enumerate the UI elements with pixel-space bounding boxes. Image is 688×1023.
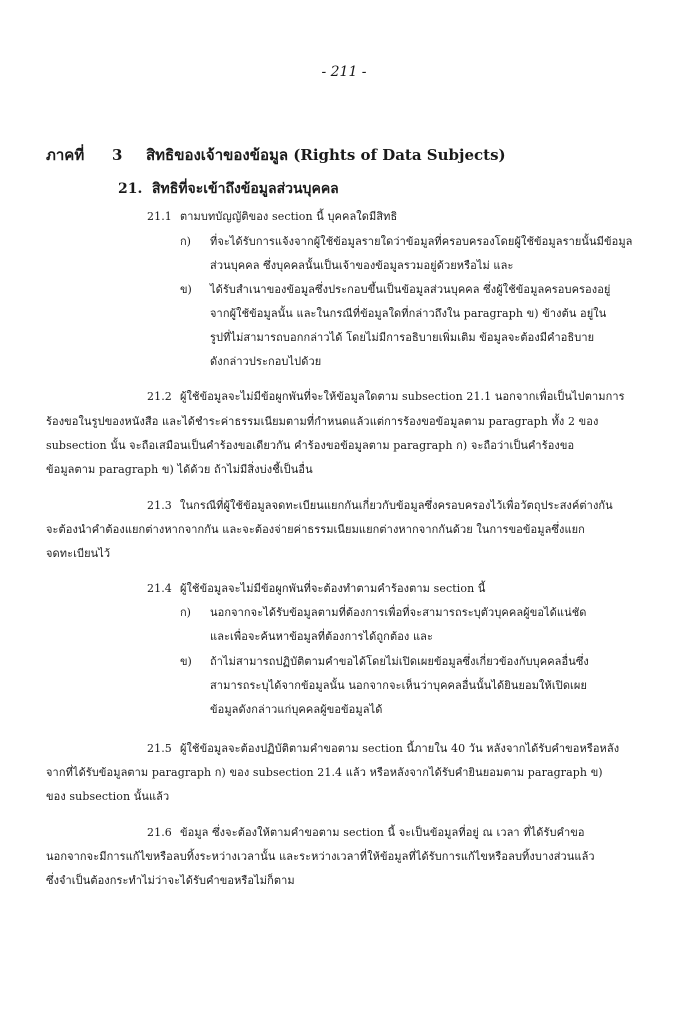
subsection-21-2-number: 21.2 — [147, 390, 172, 403]
item-label: ก) — [180, 606, 191, 619]
item-line: ข้อมูลดังกล่าวแก่บุคคลผู้ขอข้อมูลได้ — [210, 703, 383, 716]
subsection-21-3-number: 21.3 — [147, 499, 172, 512]
subsection-21-4-number: 21.4 — [147, 582, 172, 595]
subsection-21-6-number: 21.6 — [147, 826, 172, 839]
subsection-21-1-intro: ตามบทบัญญัติของ section นี้ บุคคลใดมีสิทธิ — [180, 210, 398, 223]
item-line: รูปที่ไม่สามารถบอกกล่าวได้ โดยไม่มีการอธิบายเพิ่มเติม ข้อมูลจะต้องมีคำอธิบาย — [210, 331, 595, 344]
item-line: ถ้าไม่สามารถปฏิบัติตามคำขอได้โดยไม่เปิดเผยข้อมูลซึ่งเกี่ยวข้องกับบุคคลอื่นซึ่ง — [210, 655, 589, 668]
section-title: สิทธิที่จะเข้าถึงข้อมูลส่วนบุคคล — [152, 181, 339, 197]
item-line: และเพื่อจะค้นหาข้อมูลที่ต้องการได้ถูกต้อง และ — [210, 630, 434, 643]
paragraph-line: ร้องขอในรูปของหนังสือ และได้ชำระค่าธรรมเนียมตามที่กำหนดแล้วแต่การร้องขอข้อมูลตาม paragraph ทั้ง 2 ของ — [46, 415, 599, 428]
paragraph-line: ซึ่งจำเป็นต้องกระทำไม่ว่าจะได้รับคำขอหรือไม่ก็ตาม — [46, 874, 295, 887]
subsection-21-1-number: 21.1 — [147, 210, 172, 223]
item-label: ข) — [180, 655, 192, 668]
paragraph-line: จะต้องนำคำต้องแยกต่างหากจากกัน และจะต้องจ่ายค่าธรรมเนียมแยกต่างหากจากกันด้วย ในการขอข้อมูลซึ่งแยก — [46, 523, 585, 536]
part-number: 3 — [112, 146, 123, 164]
paragraph-line: นอกจากจะมีการแก้ไขหรือลบทิ้งระหว่างเวลานั้น และระหว่างเวลาที่ให้ข้อมูลที่ได้รับการแก้ไขหรือลบทิ้งบางส่วนแล้ว — [46, 850, 595, 863]
paragraph-line: จากที่ได้รับข้อมูลตาม paragraph ก) ของ subsection 21.4 แล้ว หรือหลังจากได้รับคำยินยอมตาม paragraph ข) — [46, 766, 603, 779]
item-label: ข) — [180, 283, 192, 296]
paragraph-line: ของ subsection นั้นแล้ว — [46, 790, 170, 803]
paragraph-line: subsection นั้น จะถือเสมือนเป็นคำร้องขอเดียวกัน คำร้องขอข้อมูลตาม paragraph ก) จะถือว่าเป็นคำร้องขอ — [46, 439, 575, 452]
paragraph-line: ผู้ใช้ข้อมูลจะไม่มีข้อผูกพันที่จะให้ข้อมูลใดตาม subsection 21.1 นอกจากเพื่อเป็นไปตามการ — [180, 390, 625, 403]
subsection-21-4-intro: ผู้ใช้ข้อมูลจะไม่มีข้อผูกพันที่จะต้องทำตามคำร้องตาม section นี้ — [180, 582, 486, 595]
section-number: 21. — [118, 181, 143, 197]
item-line: ที่จะได้รับการแจ้งจากผู้ใช้ข้อมูลรายใดว่าข้อมูลที่ครอบครองโดยผู้ใช้ข้อมูลรายนั้นมีข้อมูล — [210, 235, 633, 248]
item-line: ส่วนบุคคล ซึ่งบุคคลนั้นเป็นเจ้าของข้อมูลรวมอยู่ด้วยหรือไม่ และ — [210, 259, 514, 272]
item-label: ก) — [180, 235, 191, 248]
item-line: สามารถระบุได้จากข้อมูลนั้น นอกจากจะเห็นว่าบุคคลอื่นนั้นได้ยินยอมให้เปิดเผย — [210, 679, 588, 692]
paragraph-line: ผู้ใช้ข้อมูลจะต้องปฏิบัติตามคำขอตาม section นี้ภายใน 40 วัน หลังจากได้รับคำขอหรือหลัง — [180, 742, 620, 755]
section-heading — [118, 178, 339, 200]
subsection-21-5-number: 21.5 — [147, 742, 172, 755]
page-number: - 211 - — [321, 64, 367, 80]
part-label: ภาคที่ — [46, 146, 85, 164]
paragraph-line: จดทะเบียนไว้ — [46, 547, 111, 560]
item-line: จากผู้ใช้ข้อมูลนั้น และในกรณีที่ข้อมูลใดที่กล่าวถึงใน paragraph ข) ข้างต้น อยู่ใน — [210, 307, 607, 320]
part-title: สิทธิของเจ้าของข้อมูล (Rights of Data Subjects) — [146, 146, 506, 164]
paragraph-line: ในกรณีที่ผู้ใช้ข้อมูลจดทะเบียนแยกกันเกี่ยวกับข้อมูลซึ่งครอบครองไว้เพื่อวัตถุประสงค์ต่างกัน — [180, 499, 613, 512]
item-line: ได้รับสำเนาของข้อมูลซึ่งประกอบขึ้นเป็นข้อมูลส่วนบุคคล ซึ่งผู้ใช้ข้อมูลครอบครองอยู่ — [210, 283, 611, 296]
paragraph-line: ข้อมูลตาม paragraph ข) ได้ด้วย ถ้าไม่มีสิ่งบ่งชี้เป็นอื่น — [46, 463, 313, 476]
part-heading — [46, 143, 506, 167]
item-line: นอกจากจะได้รับข้อมูลตามที่ต้องการเพื่อที่จะสามารถระบุตัวบุคคลผู้ขอได้แน่ชัด — [210, 606, 587, 619]
paragraph-line: ข้อมูล ซึ่งจะต้องให้ตามคำขอตาม section นี้ จะเป็นข้อมูลที่อยู่ ณ เวลา ที่ได้รับคำขอ — [180, 826, 585, 839]
item-line: ดังกล่าวประกอบไปด้วย — [210, 355, 322, 368]
